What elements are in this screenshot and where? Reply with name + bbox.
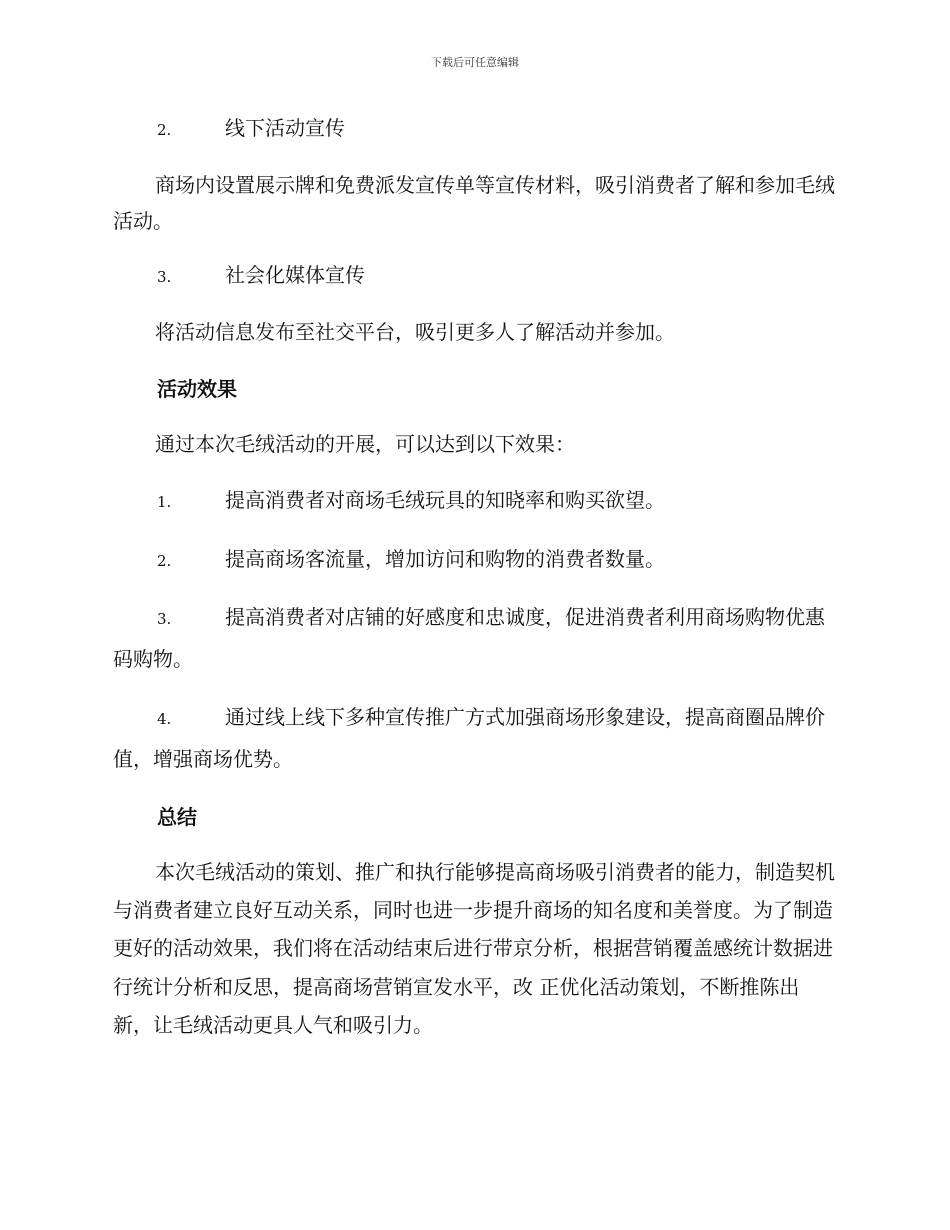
promo-item-title: 线下活动宣传 — [225, 116, 345, 140]
promo-item-description: 将活动信息发布至社交平台，吸引更多人了解活动并参加。 — [155, 320, 675, 344]
promo-item-social-media — [113, 259, 835, 293]
effect-item-text: 提高消费者对商场毛绒玩具的知晓率和购买欲望。 — [225, 488, 665, 512]
effect-item — [113, 484, 835, 518]
effect-item — [113, 597, 835, 679]
promo-item-title: 社会化媒体宣传 — [225, 263, 365, 287]
list-number: 1. — [157, 493, 172, 511]
list-number: 3. — [157, 610, 172, 628]
list-number: 4. — [157, 710, 172, 728]
section-heading-summary: 总结 — [157, 805, 197, 829]
list-number: 3. — [157, 268, 172, 286]
section-heading-effects: 活动效果 — [157, 376, 237, 401]
effect-item-text: 提高商场客流量，增加访问和购物的消费者数量。 — [225, 547, 665, 571]
effect-item-text: 提高消费者对店铺的好感度和忠诚度，促进消费者利用商场购物优惠码购物。 — [113, 605, 825, 671]
page-header: 下载后可任意编辑 — [431, 56, 519, 69]
effect-item — [113, 697, 835, 779]
document-body — [113, 112, 835, 1044]
effect-item-text: 通过线上线下多种宣传推广方式加强商场形象建设，提高商圈品牌价值，增强商场优势。 — [113, 705, 825, 771]
effect-item — [113, 543, 835, 577]
effects-intro: 通过本次毛绒活动的开展，可以达到以下效果： — [155, 431, 575, 456]
list-number: 2. — [157, 121, 172, 139]
promo-item-offline — [113, 112, 835, 146]
promo-item-description: 商场内设置展示牌和免费派发宣传单等宣传材料，吸引消费者了解和参加毛绒活动。 — [113, 173, 835, 233]
summary-paragraph: 本次毛绒活动的策划、推广和执行能够提高商场吸引消费者的能力，制造契机与消费者建立良好互动关系，同时也进一步提升商场的知名度和美誉度。为了制造更好的活动效果，我们将在活动结束后进行带京分析，根据营销覆盖感统计数据进行统计分析和反思，提高商场营销宣发水平，改 正优化活动策划，不断推陈出新，让毛绒活动更具人气和吸引力。 — [113, 860, 835, 1037]
list-number: 2. — [157, 552, 172, 570]
